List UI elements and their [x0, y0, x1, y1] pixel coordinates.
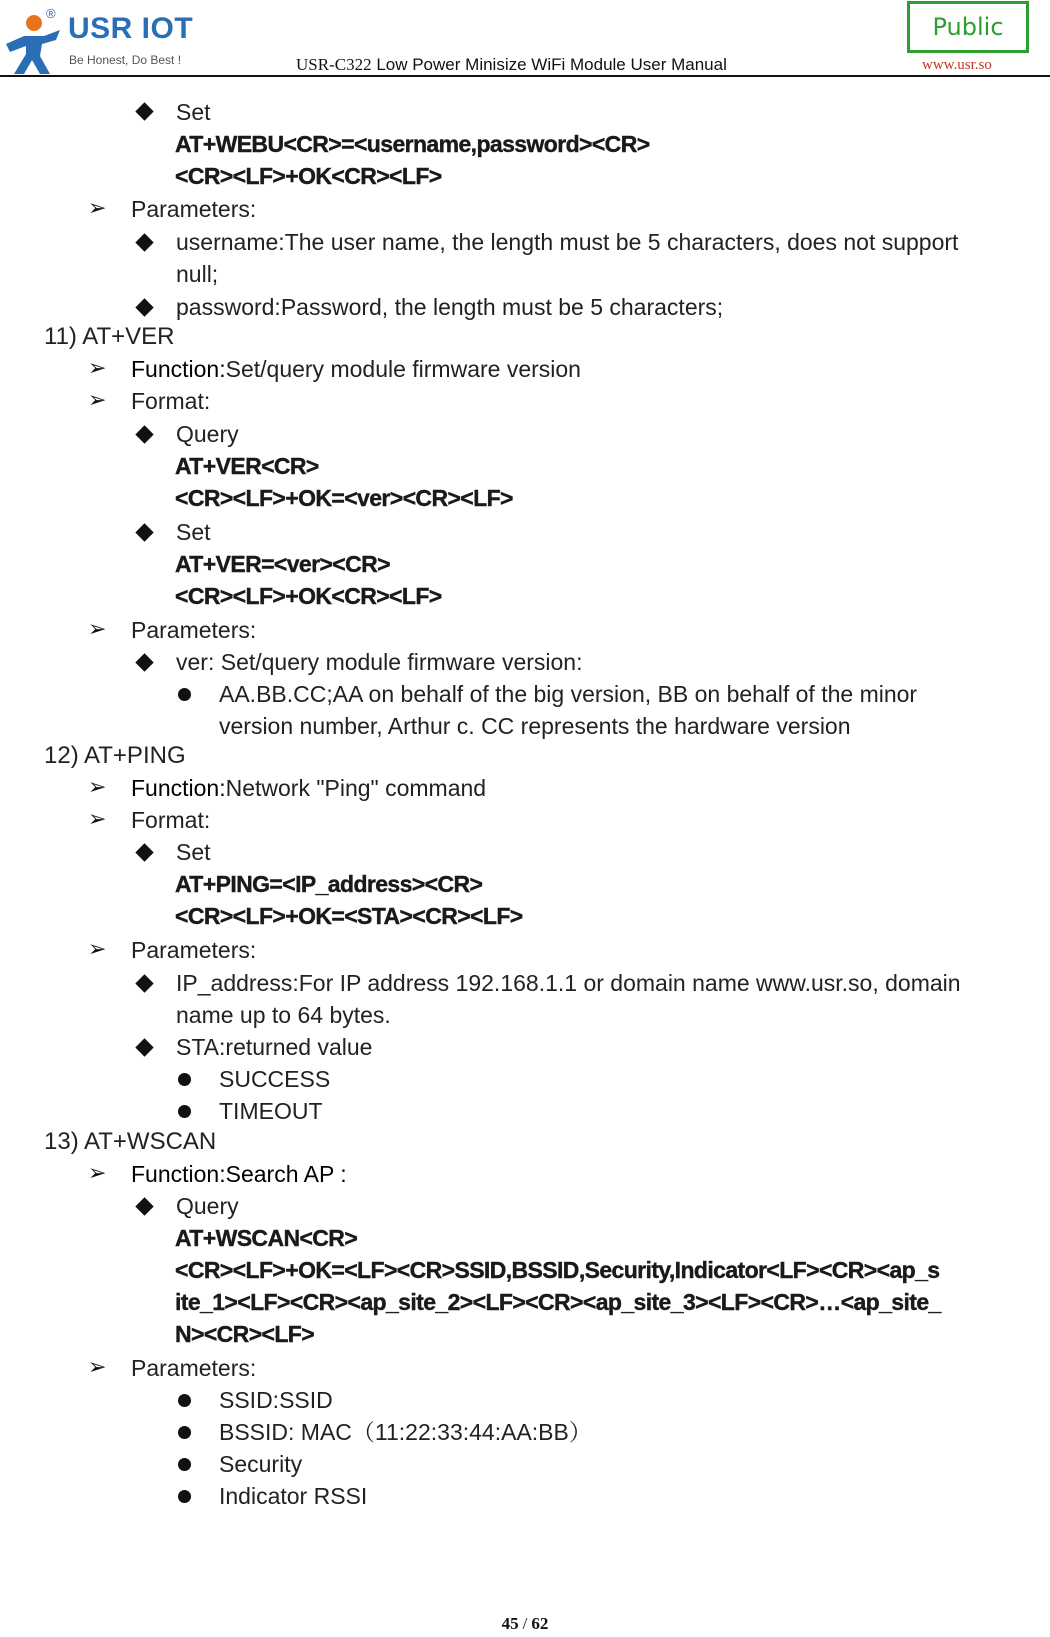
arrow-bullet-icon: ➢: [88, 355, 107, 380]
wscan-param-security: Security: [219, 1451, 303, 1477]
total-pages: 62: [531, 1614, 549, 1633]
diamond-bullet-icon: [135, 102, 153, 120]
doc-title-part1: Low Power: [376, 55, 461, 74]
ver-query-label: Query: [176, 421, 239, 447]
ver-set-command: AT+VER=<ver><CR>: [175, 551, 390, 577]
ping-params-label: Parameters:: [131, 937, 257, 963]
ver-params-label: Parameters:: [131, 617, 257, 643]
dot-bullet-icon: [178, 1426, 191, 1439]
diamond-bullet-icon: [135, 974, 153, 992]
wscan-params-label: Parameters:: [131, 1355, 257, 1381]
ping-set-label: Set: [176, 839, 211, 865]
diamond-bullet-icon: [135, 233, 153, 251]
website-link[interactable]: www.usr.so: [922, 57, 992, 73]
dot-bullet-icon: [178, 1105, 191, 1118]
webu-set-response: <CR><LF>+OK<CR><LF>: [175, 163, 442, 189]
ping-format-label: Format:: [131, 807, 211, 833]
ping-function-text: Network "Ping" command: [225, 775, 487, 801]
logo-slogan: Be Honest, Do Best !: [69, 53, 182, 67]
arrow-bullet-icon: ➢: [88, 774, 107, 799]
sta-value-timeout: TIMEOUT: [219, 1098, 323, 1124]
webu-params-label: Parameters:: [131, 196, 257, 222]
diamond-bullet-icon: [135, 653, 153, 671]
wscan-response-line3: N><CR><LF>: [175, 1321, 315, 1347]
ver-function-text: Set/query module firmware version: [225, 356, 581, 382]
page-separator: /: [522, 1614, 528, 1633]
registered-mark: ®: [46, 6, 56, 21]
ver-function-label: Function:: [131, 356, 226, 382]
dot-bullet-icon: [178, 1073, 191, 1086]
section-heading-wscan: 13) AT+WSCAN: [44, 1128, 217, 1155]
ver-query-response: <CR><LF>+OK=<ver><CR><LF>: [175, 485, 513, 511]
ver-function: [131, 355, 581, 383]
ping-param-ip-cont: name up to 64 bytes.: [176, 1002, 391, 1028]
wscan-param-bssid: BSSID: MAC（11:22:33:44:AA:BB）: [219, 1419, 592, 1445]
ver-param-detail-cont: version number, Arthur c. CC represents the hardware version: [219, 713, 851, 739]
section-heading-ver: 11) AT+VER: [44, 323, 175, 350]
doc-title-part2: Minisize: [465, 55, 527, 74]
ver-param-detail: AA.BB.CC;AA on behalf of the big version, BB on behalf of the minor: [219, 681, 918, 707]
arrow-bullet-icon: ➢: [88, 387, 107, 412]
arrow-bullet-icon: ➢: [88, 195, 107, 220]
ping-set-response: <CR><LF>+OK=<STA><CR><LF>: [175, 903, 523, 929]
diamond-bullet-icon: [135, 298, 153, 316]
dot-bullet-icon: [178, 1458, 191, 1471]
wscan-function: Function:Search AP :: [131, 1161, 347, 1187]
ver-set-response: <CR><LF>+OK<CR><LF>: [175, 583, 442, 609]
diamond-bullet-icon: [135, 1038, 153, 1056]
current-page: 45: [501, 1614, 519, 1633]
ping-param-ip: IP_address:For IP address 192.168.1.1 or domain name www.usr.so, domain: [176, 970, 961, 996]
doc-title-part3: WiFi Module User Manual: [531, 55, 727, 74]
wscan-response-line2: ite_1><LF><CR><ap_site_2><LF><CR><ap_site_3><LF><CR>…<ap_site_: [175, 1289, 941, 1315]
sta-value-success: SUCCESS: [219, 1066, 331, 1092]
document-title: [296, 55, 727, 75]
diamond-bullet-icon: [135, 523, 153, 541]
public-badge: Public: [907, 1, 1029, 53]
header-divider: [0, 75, 1050, 77]
ver-param-ver: ver: Set/query module firmware version:: [176, 649, 583, 675]
arrow-bullet-icon: ➢: [88, 1354, 107, 1379]
wscan-response-line1: <CR><LF>+OK=<LF><CR>SSID,BSSID,Security,Indicator<LF><CR><ap_s: [175, 1257, 940, 1283]
arrow-bullet-icon: ➢: [88, 616, 107, 641]
ping-function-label: Function:: [131, 775, 226, 801]
ver-set-label: Set: [176, 519, 211, 545]
logo-wordmark: USR IOT: [68, 12, 194, 45]
section-heading-ping: 12) AT+PING: [44, 742, 186, 769]
webu-set-command: AT+WEBU<CR>=<username,password><CR>: [175, 131, 650, 157]
diamond-bullet-icon: [135, 1197, 153, 1215]
diamond-bullet-icon: [135, 425, 153, 443]
diamond-bullet-icon: [135, 843, 153, 861]
ver-query-command: AT+VER<CR>: [175, 453, 319, 479]
wscan-param-indicator: Indicator RSSI: [219, 1483, 368, 1509]
wscan-param-ssid: SSID:SSID: [219, 1387, 333, 1413]
dot-bullet-icon: [178, 1394, 191, 1407]
webu-param-username: username:The user name, the length must be 5 characters, does not support: [176, 229, 959, 255]
wscan-query-command: AT+WSCAN<CR>: [175, 1225, 358, 1251]
ping-set-command: AT+PING=<IP_address><CR>: [175, 871, 483, 897]
page-number: [0, 1614, 1050, 1634]
arrow-bullet-icon: ➢: [88, 936, 107, 961]
ping-function: [131, 774, 486, 802]
dot-bullet-icon: [178, 688, 191, 701]
dot-bullet-icon: [178, 1490, 191, 1503]
wscan-query-label: Query: [176, 1193, 239, 1219]
webu-set-label: Set: [176, 99, 211, 125]
webu-param-password: password:Password, the length must be 5 characters;: [176, 294, 724, 320]
ping-param-sta: STA:returned value: [176, 1034, 373, 1060]
page-header: [0, 0, 1050, 78]
arrow-bullet-icon: ➢: [88, 1160, 107, 1185]
webu-param-username-cont: null;: [176, 261, 219, 287]
arrow-bullet-icon: ➢: [88, 806, 107, 831]
ver-format-label: Format:: [131, 388, 211, 414]
doc-model: USR-C322: [296, 55, 372, 74]
